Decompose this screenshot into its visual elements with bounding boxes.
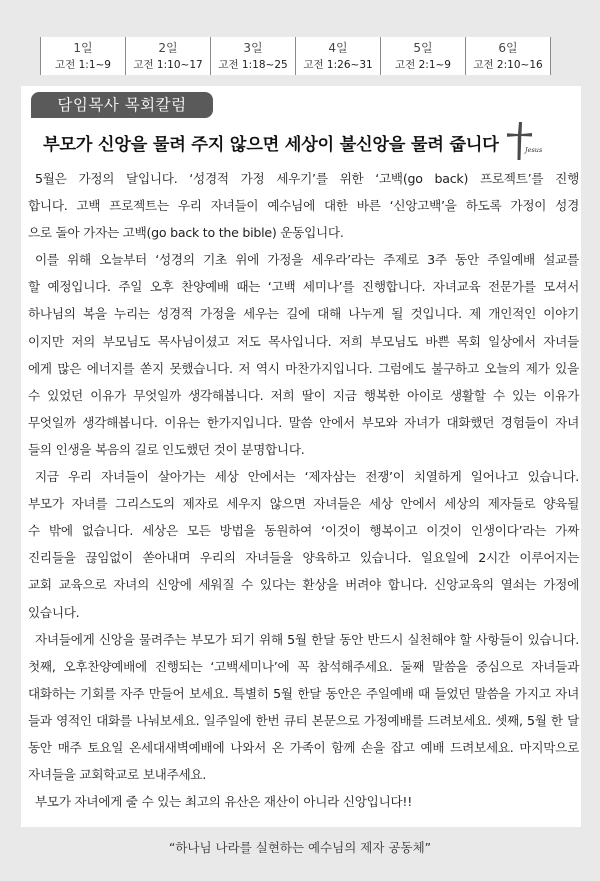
schedule-scripture-ref: 고전 1:26~31 xyxy=(303,59,373,71)
column-body-line: 첫째, 오후찬양예배에 진행되는 ‘고백세미나’에 꼭 참석해주세요. 둘째 말씀을 중심으로 자녀들과 xyxy=(28,658,579,674)
column-section-tag: 담임목사 목회칼럼 xyxy=(31,92,213,118)
column-body-line: 자녀들을 교회학교로 보내주세요. xyxy=(28,767,207,783)
church-motto: “하나님 나라를 실현하는 예수님의 제자 공동체” xyxy=(168,840,432,855)
column-body-line: 에게 많은 에너지를 쏟지 못했습니다. 저 역시 마찬가지입니다. 그럼에도 불구하고 오늘의 제가 있을 xyxy=(28,360,579,376)
column-body-line: 5월은 가정의 달입니다. ‘성경적 가정 세우기’를 위한 ‘고백(go back) 프로젝트’를 진행 xyxy=(35,171,579,186)
column-body-line: 교회 교육으로 자녀의 신앙에 세워질 수 있다는 환상을 버려야 합니다. 신앙교육의 열쇠는 가정에 xyxy=(28,577,579,593)
reading-schedule xyxy=(40,37,550,75)
column-body-line: 이지만 저의 부모님도 목사님이셨고 저도 목사입니다. 저희 부모님도 바쁜 목회 일상에서 자녀들 xyxy=(28,333,579,349)
column-title: 부모가 신앙을 물려 주지 않으면 세상이 불신앙을 물려 줍니다 xyxy=(43,135,499,155)
column-body-line: 합니다. 고백 프로젝트는 우리 자녀들이 예수님에 대한 바른 ‘신앙고백’을 하도록 가정이 성경 xyxy=(28,198,579,214)
schedule-day-2 xyxy=(125,37,211,75)
column-body-line: 지금 우리 자녀들이 살아가는 세상 안에서는 ‘제자삼는 전쟁’이 치열하게 일어나고 있습니다. xyxy=(35,469,579,485)
schedule-scripture-ref: 고전 2:1~9 xyxy=(394,59,451,71)
schedule-scripture-ref: 고전 2:10~16 xyxy=(473,59,543,71)
column-body-line: 자녀들에게 신앙을 물려주는 부모가 되기 위해 5월 한달 동안 반드시 실천해야 할 사항들이 있습니다. xyxy=(35,631,579,647)
column-body-line: 동안 매주 토요일 온세대새벽예배에 나와서 온 가족이 함께 손을 잡고 예배 드려보세요. 마지막으로 xyxy=(28,739,579,755)
schedule-day-4 xyxy=(295,37,381,75)
column-body-line: 있습니다. xyxy=(28,604,80,620)
column-body-line: 대화하는 기회를 자주 만들어 보세요. 특별히 5월 한달 동안은 주일예배 때 들었던 말씀을 가지고 자녀 xyxy=(28,685,579,701)
column-body xyxy=(21,165,581,815)
column-body-line: 으로 돌아 가자는 고백(go back to the bible) 운동입니다. xyxy=(28,225,344,241)
schedule-day-5 xyxy=(380,37,466,75)
column-body-line: 들과 영적인 대화를 나눠보세요. 일주일에 한번 큐티 본문으로 가정예배를 드려보세요. 셋째, 5월 한 달 xyxy=(28,712,579,728)
schedule-day-3 xyxy=(210,37,296,75)
column-body-line: 수 있었던 이유가 무엇일까 생각해봅니다. 저희 딸이 지금 행복한 아이로 생활할 수 있는 이유가 xyxy=(28,387,579,403)
column-body-line: 들의 인생을 복음의 길로 인도했던 것이 분명합니다. xyxy=(28,441,305,457)
column-body-line: 무엇일까 생각해봅니다. 이유는 한가지입니다. 말씀 안에서 부모와 자녀가 대화했던 경험들이 자녀 xyxy=(28,414,579,430)
column-body-line: 이를 위해 오늘부터 ‘성경의 기초 위에 가정을 세우라’라는 주제로 3주 동안 주일예배 설교를 xyxy=(35,252,579,268)
schedule-day-1 xyxy=(40,37,126,75)
schedule-day-label: 3일 xyxy=(243,41,263,55)
column-body-line: 부모가 자녀에게 줄 수 있는 최고의 유산은 재산이 아니라 신앙입니다!! xyxy=(35,794,413,810)
schedule-scripture-ref: 고전 1:1~9 xyxy=(54,59,111,71)
pastor-column xyxy=(21,86,581,827)
schedule-scripture-ref: 고전 1:10~17 xyxy=(133,59,203,71)
schedule-day-label: 1일 xyxy=(73,41,93,55)
column-body-line: 부모가 자녀를 그리스도의 제자로 세우지 않으면 자녀들은 세상 안에서 세상의 제자들로 양육될 xyxy=(28,496,579,512)
schedule-day-label: 2일 xyxy=(158,41,178,55)
schedule-scripture-ref: 고전 1:18~25 xyxy=(218,59,288,71)
column-body-line: 진리들을 끊임없이 쏟아내며 우리의 자녀들을 양육하고 있습니다. 일요일에 2시간 이루어지는 xyxy=(28,550,579,566)
schedule-day-label: 5일 xyxy=(413,41,433,55)
column-body-line: 수 밖에 없습니다. 세상은 모든 방법을 동원하여 ‘이것이 행복이고 이것이 인생이다’라는 가짜 xyxy=(28,523,579,539)
cross-caption: Jesus xyxy=(525,146,543,154)
column-body-line: 할 예정입니다. 주일 오후 찬양예배 때는 ‘고백 세미나’를 진행합니다. 자녀교육 전문가를 모셔서 xyxy=(28,279,579,295)
schedule-day-6 xyxy=(465,37,551,75)
cross-icon xyxy=(499,120,539,164)
schedule-day-label: 4일 xyxy=(328,41,348,55)
column-title-row xyxy=(21,126,581,160)
column-body-line: 하나님의 복을 누리는 성경적 가정을 세우는 길에 대해 나누게 될 것입니다. 제 개인적인 이야기 xyxy=(28,306,579,322)
schedule-day-label: 6일 xyxy=(498,41,518,55)
